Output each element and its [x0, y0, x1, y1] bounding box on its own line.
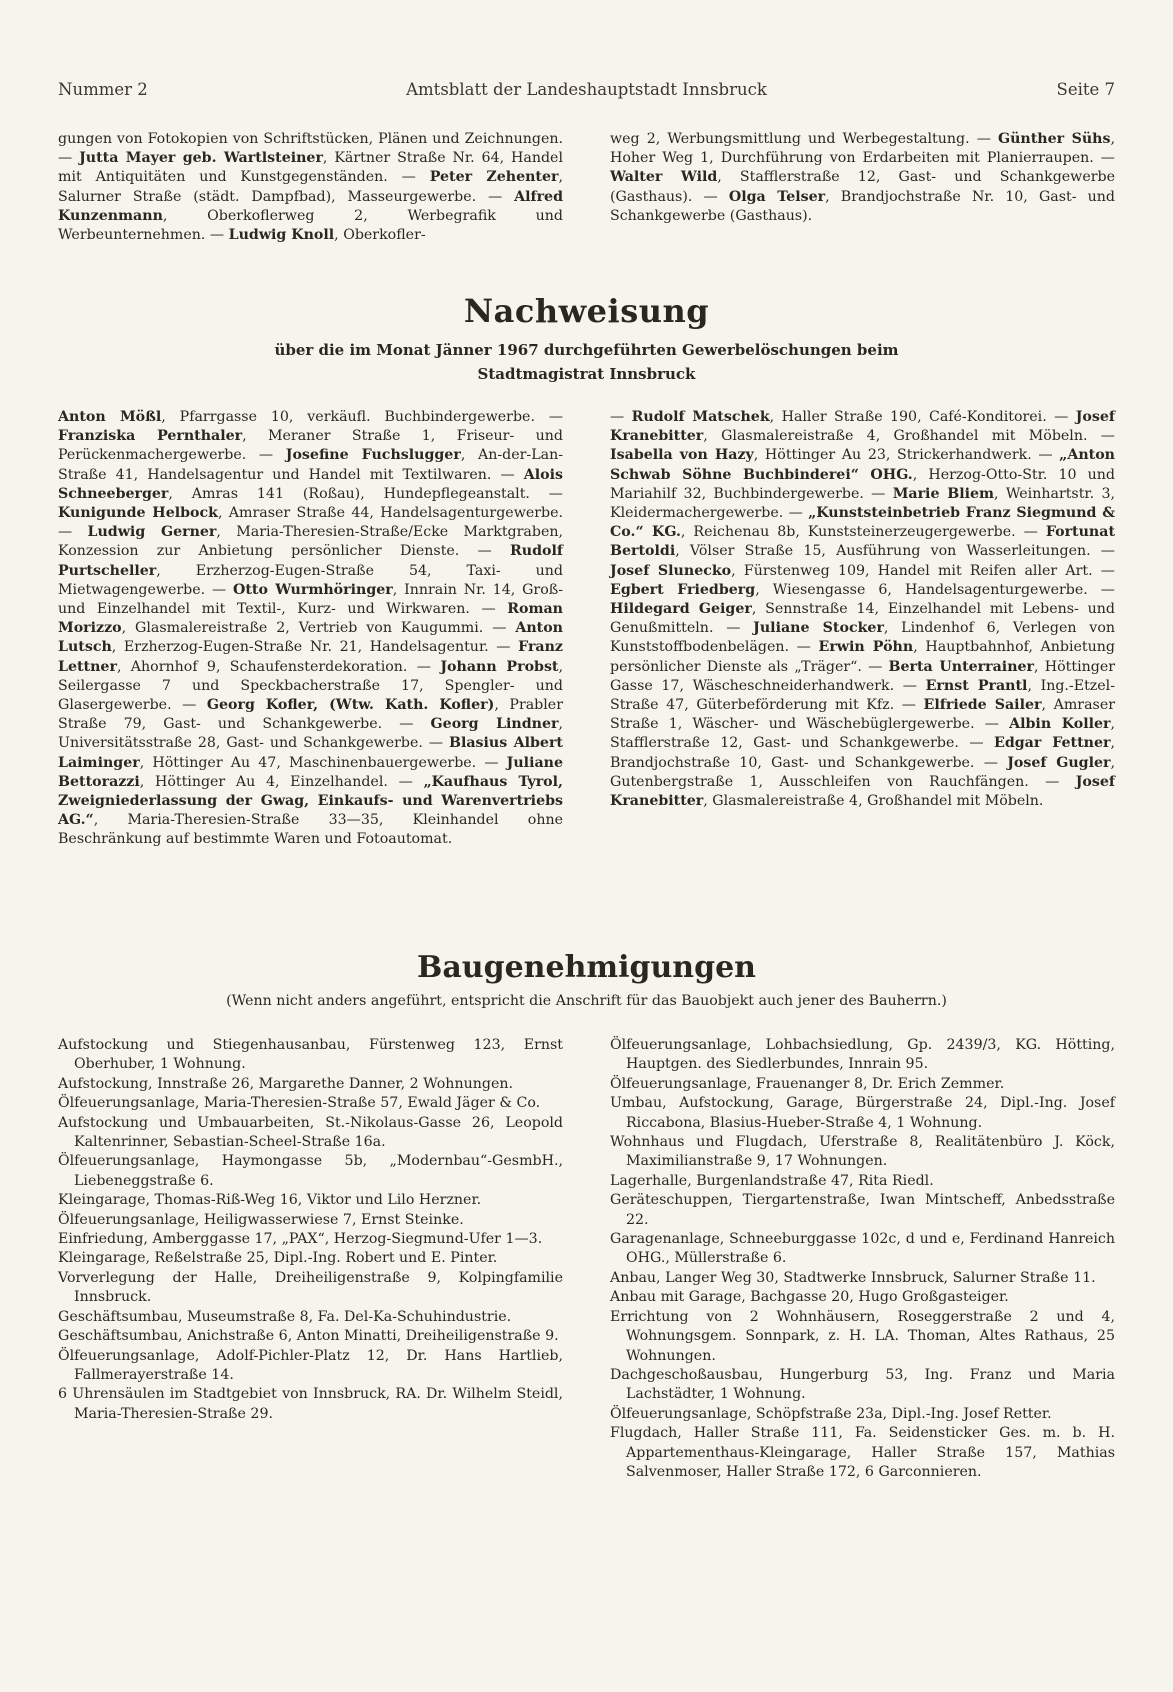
entry-text: , Innrain Nr. 14, Groß- und Einzelhandel mit Textil-, Kurz- und Wirkwaren. — — [58, 581, 564, 618]
section-title-baugenehmigungen: Baugenehmigungen — [417, 950, 756, 985]
entry-text: , Höttinger Au 4, Einzelhandel. — — [139, 773, 424, 790]
entry-text: , Kärtner Straße Nr. 64, Handel mit Antiquitäten und Kunstgegenständen. — — [58, 150, 563, 186]
entry-text: — — [610, 409, 632, 425]
entry-text: , Glasmalereistraße 2, Vertrieb von Kaugummi. — — [121, 620, 516, 637]
entry-text: , Höttinger Au 23, Strickerhandwerk. — — [753, 447, 1060, 464]
entry-text: , Völser Straße 15, Ausführung von Wasserleitungen. — — [675, 543, 1115, 560]
entry-text: , Hauptbahnhof, Anbietung persönlicher Dienste als „Träger“. — — [610, 639, 1115, 675]
permit-item: Dachgeschoßausbau, Hungerburg 53, Ing. Franz und Maria Lachstädter, 1 Wohnung. — [610, 1366, 1115, 1403]
entry-text: , Ahornhof 9, Schaufensterdekoration. — — [116, 658, 441, 675]
entry-text: , Weinhartstr. 3, Kleidermachergewerbe. — — [610, 485, 1115, 522]
permit-item: Ölfeuerungsanlage, Lohbachsiedlung, Gp. 2439/3, KG. Hötting, Hauptgen. des Siedlerbundes, Innrain 95. — [610, 1037, 1115, 1073]
entry-text: , Maria-Theresien-Straße 33—35, Kleinhandel ohne Beschränkung auf bestimmte Waren und Fotoautomat. — [58, 812, 563, 848]
entry-text: , Erzherzog-Eugen-Straße Nr. 21, Handelsagentur. — — [111, 639, 519, 656]
entry-name: Otto Wurmhöringer — [233, 581, 393, 598]
entry-name: Ludwig Knoll — [228, 227, 335, 244]
entry-text: , Glasmalereistraße 4, Großhandel mit Möbeln. — [703, 793, 1044, 810]
entry-name: Anton Lutsch — [58, 620, 563, 656]
entry-name: Berta Unterrainer — [888, 658, 1035, 675]
entry-text: , Reichenau 8b, Kunststeinerzeugergewerbe. — — [680, 524, 1046, 541]
entry-name: Albin Koller — [1009, 716, 1111, 733]
entry-text: weg 2, Werbungsmittlung und Werbegestaltung. — — [610, 131, 998, 147]
entry-text: , Wiesengasse 6, Handelsagenturgewerbe. — — [755, 581, 1115, 598]
section-subtitle-nachweisung — [0, 338, 1173, 386]
subtitle-line-1: über die im Monat Jänner 1967 durchgeführten Gewerbelöschungen beim — [274, 341, 899, 359]
entry-name: „Kunststeinbetrieb Franz Siegmund & Co.“ KG. — [610, 505, 1115, 541]
entry-name: Hildegard Geiger — [610, 601, 752, 618]
entry-text: gungen von Fotokopien von Schriftstücken, Plänen und Zeichnungen. — — [58, 131, 563, 167]
entry-name: Isabella von Hazy — [610, 447, 754, 464]
permits-left-column — [58, 1036, 563, 1424]
entry-text: , Oberkoflerweg 2, Werbegrafik und Werbeunternehmen. — — [58, 207, 563, 244]
entry-text: , Höttinger Gasse 17, Wäscheschneiderhandwerk. — — [610, 658, 1116, 694]
entry-name: Johann Probst — [440, 658, 559, 675]
entry-name: Alfred Kunzenmann — [58, 188, 563, 224]
continued-paragraph-right — [610, 130, 1115, 226]
top-right-column — [610, 130, 1115, 226]
entry-name: Anton Mößl — [58, 409, 162, 425]
entry-text: , Brandjochstraße Nr. 10, Gast- und Schankgewerbe (Gasthaus). — [610, 188, 1116, 224]
permit-item: Aufstockung, Innstraße 26, Margarethe Danner, 2 Wohnungen. — [58, 1075, 513, 1092]
permit-item: Kleingarage, Thomas-Riß-Weg 16, Viktor und Lilo Herzner. — [58, 1192, 482, 1209]
entry-name: Josefine Fuchslugger — [285, 447, 461, 464]
entry-name: Franziska Pernthaler — [58, 428, 243, 445]
permit-item: Aufstockung und Stiegenhausanbau, Fürstenweg 123, Ernst Oberhuber, 1 Wohnung. — [58, 1037, 563, 1073]
entry-text: , Salurner Straße (städt. Dampfbad), Masseurgewerbe. — — [58, 169, 563, 205]
entry-name: Rudolf Matschek — [631, 409, 770, 425]
entry-text: , Amraser Straße 1, Wäscher- und Wäschebüglergewerbe. — — [610, 697, 1115, 733]
cancellations-paragraph-right — [610, 408, 1115, 811]
entry-text: , Pfarrgasse 10, verkäufl. Buchbindergewerbe. — — [161, 409, 564, 425]
permit-item: Geräteschuppen, Tiergartenstraße, Iwan Mintscheff, Anbedsstraße 22. — [610, 1192, 1115, 1228]
issue-number: Nummer 2 — [58, 80, 148, 99]
permit-item: Ölfeuerungsanlage, Schöpfstraße 23a, Dipl.-Ing. Josef Retter. — [610, 1405, 1052, 1422]
entry-text: , Amraser Straße 44, Handelsagenturgewerbe. — — [58, 505, 563, 541]
entry-text: , Erzherzog-Eugen-Straße 54, Taxi- und Mietwagengewerbe. — — [58, 562, 563, 598]
top-left-column — [58, 130, 563, 245]
entry-text: , Gutenbergstraße 1, Ausschleifen von Rauchfängen. — — [610, 754, 1115, 790]
permits-right-column — [610, 1036, 1115, 1482]
entry-name: Olga Telser — [728, 188, 826, 205]
entry-name: Josef Slunecko — [610, 562, 732, 579]
permit-item: Geschäftsumbau, Museumstraße 8, Fa. Del-Ka-Schuhindustrie. — [58, 1308, 512, 1325]
entry-text: , Universitätsstraße 28, Gast- und Schankgewerbe. — — [58, 716, 563, 752]
permit-item: Einfriedung, Amberggasse 17, „PAX“, Herzog-Siegmund-Ufer 1—3. — [58, 1231, 543, 1248]
entry-name: Georg Kofler, (Wtw. Kath. Kofler) — [206, 697, 495, 714]
permit-item: Lagerhalle, Burgenlandstraße 47, Rita Riedl. — [610, 1172, 934, 1189]
entry-name: Josef Gugler — [1007, 754, 1111, 771]
permit-item: Vorverlegung der Halle, Dreiheiligenstraße 9, Kolpingfamilie Innsbruck. — [58, 1269, 563, 1306]
cancellations-right-column — [610, 408, 1115, 811]
entry-text: , Höttinger Au 47, Maschinenbauergewerbe. — — [139, 754, 507, 771]
entry-text: , An-der-Lan-Straße 41, Handelsagentur und Handel mit Textilwaren. — — [58, 447, 564, 483]
entry-name: Fortunat Bertoldi — [610, 524, 1115, 560]
section-title-nachweisung: Nachweisung — [463, 292, 710, 330]
permit-item: Garagenanlage, Schneeburggasse 102c, d und e, Ferdinand Hanreich OHG., Müllerstraße 6. — [610, 1231, 1115, 1267]
entry-text: , Ing.-Etzel-Straße 47, Güterbeförderung mit Kfz. — — [610, 677, 1115, 714]
entry-name: Marie Bliem — [892, 485, 995, 502]
entry-name: Blasius Albert Laiminger — [58, 735, 563, 771]
entry-name: Elfriede Sailer — [923, 697, 1042, 714]
entry-text: , Amras 141 (Roßau), Hundepflegeanstalt. — — [168, 485, 563, 502]
permit-item: Ölfeuerungsanlage, Frauenanger 8, Dr. Erich Zemmer. — [610, 1075, 1005, 1092]
continued-paragraph-left — [58, 130, 563, 245]
entry-name: Jutta Mayer geb. Wartlsteiner — [79, 150, 323, 167]
permit-item: Kleingarage, Reßelstraße 25, Dipl.-Ing. Robert und E. Pinter. — [58, 1250, 498, 1267]
permit-item: Umbau, Aufstockung, Garage, Bürgerstraße 24, Dipl.-Ing. Josef Riccabona, Blasius-Hueber-Straße 4, 1 Wohnung. — [610, 1095, 1115, 1131]
entry-name: Edgar Fettner — [994, 735, 1111, 752]
permit-item: Geschäftsumbau, Anichstraße 6, Anton Minatti, Dreiheiligenstraße 9. — [58, 1328, 559, 1345]
entry-name: Juliane Stocker — [753, 620, 884, 637]
entry-name: „Kaufhaus Tyrol, Zweigniederlassung der Gwag, Einkaufs- und Warenvertriebs AG.“ — [58, 773, 563, 829]
entry-text: , Lindenhof 6, Verlegen von Kunststoffbodenbelägen. — — [610, 620, 1115, 656]
permit-item: Wohnhaus und Flugdach, Uferstraße 8, Realitätenbüro J. Köck, Maximilianstraße 9, 17 Wohnungen. — [610, 1134, 1115, 1170]
permit-item: Anbau mit Garage, Bachgasse 20, Hugo Großgasteiger. — [610, 1289, 1009, 1306]
entry-text: , Herzog-Otto-Str. 10 und Mariahilf 32, Buchbindergewerbe. — — [610, 466, 1115, 502]
publication-title: Amtsblatt der Landeshauptstadt Innsbruck — [406, 80, 767, 99]
entry-text: , Fürstenweg 109, Handel mit Reifen aller Art. — — [731, 562, 1115, 579]
entry-text: , Prabler Straße 79, Gast- und Schankgewerbe. — — [58, 697, 563, 733]
entry-name: Günther Sühs — [997, 131, 1111, 147]
permit-item: Ölfeuerungsanlage, Maria-Theresien-Straße 57, Ewald Jäger & Co. — [58, 1095, 541, 1112]
entry-name: Josef Kranebitter — [610, 773, 1115, 810]
permit-item: Flugdach, Haller Straße 111, Fa. Seidensticker Ges. m. b. H. Appartementhaus-Kleingarage, Haller Straße 157, Mathias Salvenmoser, Haller Straße 172, 6 Garconnieren. — [610, 1425, 1115, 1480]
entry-name: Egbert Friedberg — [610, 581, 756, 598]
entry-name: Franz Lettner — [58, 639, 563, 675]
subtitle-line-2: Stadtmagistrat Innsbruck — [477, 365, 696, 383]
entry-name: Peter Zehenter — [429, 169, 559, 186]
entry-text: , Haller Straße 190, Café-Konditorei. — — [769, 409, 1076, 425]
cancellations-left-column — [58, 408, 563, 850]
entry-text: , Oberkofler- — [334, 227, 426, 244]
permit-item: Ölfeuerungsanlage, Heiligwasserwiese 7, Ernst Steinke. — [58, 1211, 464, 1228]
entry-name: Walter Wild — [610, 169, 718, 186]
entry-text: , Maria-Theresien-Straße/Ecke Marktgraben, Konzession zur Anbietung persönlicher Dienste. — — [58, 524, 564, 560]
entry-name: Kunigunde Helbock — [58, 505, 218, 522]
cancellations-paragraph-left — [58, 408, 563, 850]
permit-item: Errichtung von 2 Wohnhäusern, Roseggerstraße 2 und 4, Wohnungsgem. Sonnpark, z. H. LA. Thoman, Altes Rathaus, 25 Wohnungen. — [610, 1308, 1115, 1364]
entry-text: , Glasmalereistraße 4, Großhandel mit Möbeln. — — [703, 428, 1115, 445]
entry-text: , Stafflerstraße 12, Gast- und Schankgewerbe. — — [610, 716, 1116, 752]
entry-name: Josef Kranebitter — [610, 409, 1115, 445]
permit-item: Aufstockung und Umbauarbeiten, St.-Nikolaus-Gasse 26, Leopold Kaltenrinner, Sebastian-Scheel-Straße 16a. — [58, 1114, 563, 1151]
entry-name: Erwin Pöhn — [818, 639, 914, 656]
entry-name: Ludwig Gerner — [87, 524, 217, 541]
entry-name: Alois Schneeberger — [58, 466, 563, 502]
entry-text: , Stafflerstraße 12, Gast- und Schankgewerbe (Gasthaus). — — [610, 169, 1115, 205]
permit-item: Anbau, Langer Weg 30, Stadtwerke Innsbruck, Salurner Straße 11. — [610, 1269, 1096, 1286]
entry-name: Ernst Prantl — [925, 677, 1028, 694]
entry-text: , Meraner Straße 1, Friseur- und Perückenmachergewerbe. — — [58, 428, 563, 464]
entry-name: Roman Morizzo — [58, 601, 563, 637]
page-header — [58, 80, 1115, 102]
entry-text: , Brandjochstraße 10, Gast- und Schankgewerbe. — — [610, 735, 1115, 771]
entry-name: Juliane Bettorazzi — [58, 754, 563, 790]
entry-text: , Hoher Weg 1, Durchführung von Erdarbeiten mit Planierraupen. — — [610, 131, 1116, 167]
entry-text: , Seilergasse 7 und Speckbacherstraße 17, Spengler- und Glasergewerbe. — — [58, 658, 564, 714]
entry-text: , Sennstraße 14, Einzelhandel mit Lebens- und Genußmitteln. — — [610, 601, 1115, 637]
page-number: Seite 7 — [1056, 80, 1115, 99]
permit-item: Ölfeuerungsanlage, Adolf-Pichler-Platz 12, Dr. Hans Hartlieb, Fallmerayerstraße 14. — [58, 1347, 563, 1383]
entry-name: Rudolf Purtscheller — [58, 543, 563, 579]
entry-name: Georg Lindner — [430, 716, 559, 733]
permit-item: 6 Uhrensäulen im Stadtgebiet von Innsbruck, RA. Dr. Wilhelm Steidl, Maria-Theresien-Straße 29. — [58, 1386, 563, 1422]
section-subtitle-baugenehmigungen: (Wenn nicht anders angeführt, entspricht die Anschrift für das Bauobjekt auch jener des Bauherrn.) — [226, 993, 947, 1009]
permit-item: Ölfeuerungsanlage, Haymongasse 5b, „Modernbau“-GesmbH., Liebeneggstraße 6. — [58, 1153, 563, 1189]
entry-name: „Anton Schwab Söhne Buchbinderei“ OHG. — [610, 447, 1115, 483]
